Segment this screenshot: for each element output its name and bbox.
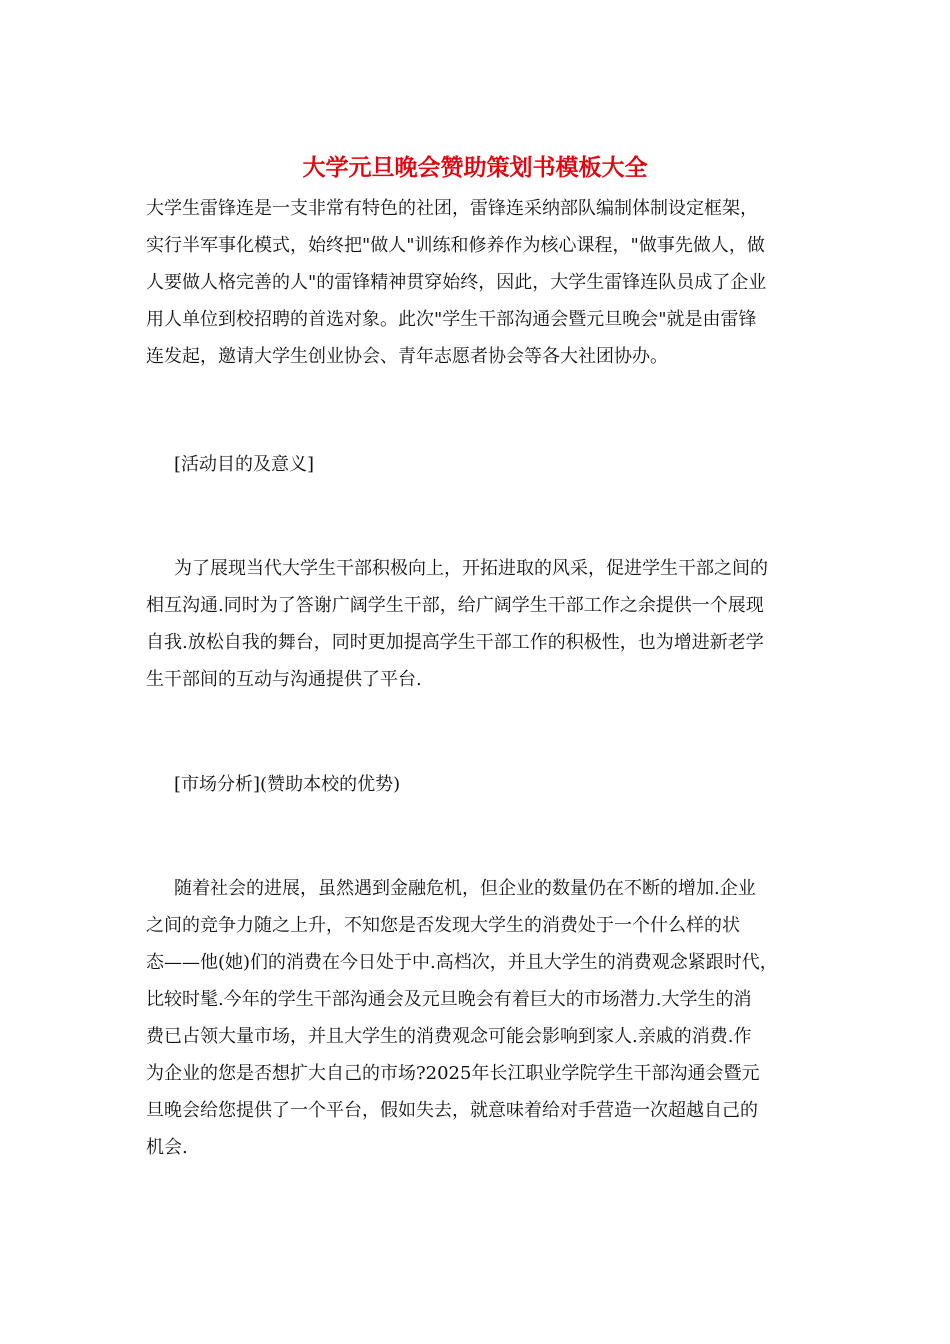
intro-line-2: 实行半军事化模式，始终把"做人"训练和修养作为核心课程，"做事先做人，做 bbox=[146, 235, 765, 256]
market-line-7: 旦晚会给您提供了一个平台，假如失去，就意味着给对手营造一次超越自己的 bbox=[146, 1100, 758, 1121]
document-title: 大学元旦晚会赞助策划书模板大全 bbox=[302, 154, 648, 181]
purpose-line-2: 相互沟通.同时为了答谢广阔学生干部，给广阔学生干部工作之余提供一个展现 bbox=[146, 595, 764, 616]
intro-line-5: 连发起，邀请大学生创业协会、青年志愿者协会等各大社团协办。 bbox=[146, 346, 668, 367]
market-line-3: 态——他(她)们的消费在今日处于中.高档次，并且大学生的消费观念紧跟时代， bbox=[146, 952, 778, 973]
market-line-2: 之间的竞争力随之上升，不知您是否发现大学生的消费处于一个什么样的状 bbox=[146, 915, 740, 936]
purpose-line-4: 生干部间的互动与沟通提供了平台. bbox=[146, 669, 422, 690]
section-heading-purpose: [活动目的及意义] bbox=[174, 454, 315, 475]
market-line-5: 费已占领大量市场，并且大学生的消费观念可能会影响到家人.亲戚的消费.作 bbox=[146, 1026, 752, 1047]
market-line-8: 机会. bbox=[146, 1137, 188, 1158]
intro-line-3: 人要做人格完善的人"的雷锋精神贯穿始终，因此，大学生雷锋连队员成了企业 bbox=[146, 272, 767, 293]
purpose-line-3: 自我.放松自我的舞台，同时更加提高学生干部工作的积极性，也为增进新老学 bbox=[146, 632, 764, 653]
section-heading-market: [市场分析](赞助本校的优势) bbox=[174, 774, 401, 795]
intro-line-1: 大学生雷锋连是一支非常有特色的社团，雷锋连采纳部队编制体制设定框架， bbox=[146, 198, 758, 219]
market-line-1: 随着社会的进展，虽然遇到金融危机，但企业的数量仍在不断的增加.企业 bbox=[174, 878, 756, 899]
market-line-4: 比较时髦.今年的学生干部沟通会及元旦晚会有着巨大的市场潜力.大学生的消 bbox=[146, 989, 752, 1010]
intro-line-4: 用人单位到校招聘的首选对象。此次"学生干部沟通会暨元旦晚会"就是由雷锋 bbox=[146, 309, 757, 330]
purpose-line-1: 为了展现当代大学生干部积极向上，开拓进取的风采，促进学生干部之间的 bbox=[174, 558, 768, 579]
market-line-6: 为企业的您是否想扩大自己的市场?2025年长江职业学院学生干部沟通会暨元 bbox=[146, 1063, 760, 1084]
